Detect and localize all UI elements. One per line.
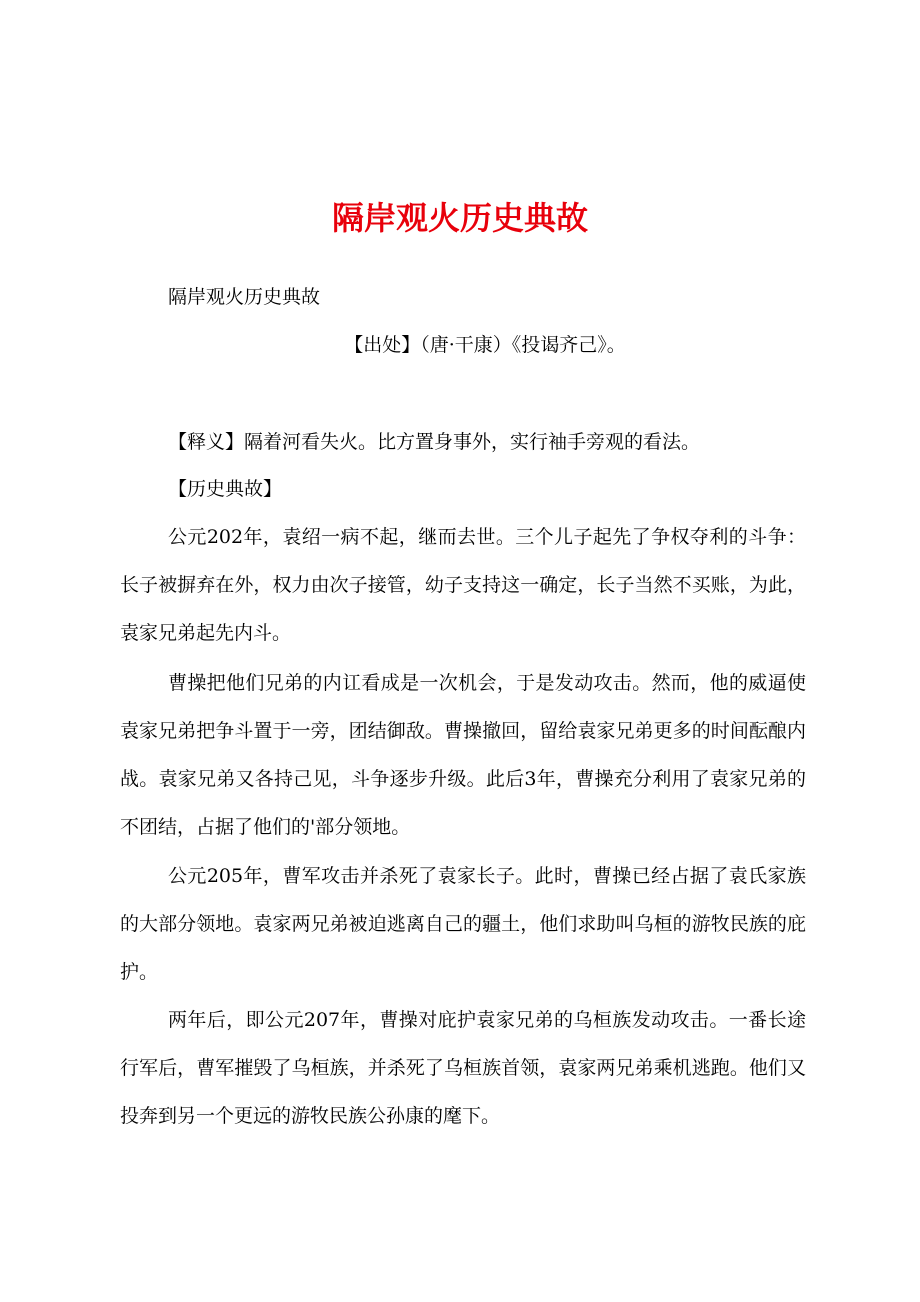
source-line: 【出处】（唐·干康）《投谒齐己》。 <box>344 334 626 356</box>
body-paragraph: 曹操把他们兄弟的内讧看成是一次机会，于是发动攻击。然而，他的威逼使袁家兄弟把争斗置于一旁，团结御敌。曹操撤回，留给袁家兄弟更多的时间酝酿内战。袁家兄弟又各持己见，斗争逐步升级。此后3年，曹操充分利用了袁家兄弟的不团结，占据了他们的'部分领地。 <box>120 672 806 838</box>
body-paragraph: 两年后，即公元207年，曹操对庇护袁家兄弟的乌桓族发动攻击。一番长途行军后，曹军摧毁了乌桓族，并杀死了乌桓族首领，袁家两兄弟乘机逃跑。他们又投奔到另一个更远的游牧民族公孙康的麾下。 <box>120 1009 806 1127</box>
body-paragraph: 公元202年，袁绍一病不起，继而去世。三个儿子起先了争权夺利的斗争：长子被摒弃在外，权力由次子接管，幼子支持这一确定，长子当然不买账，为此，袁家兄弟起先内斗。 <box>120 526 806 644</box>
section-heading: 【历史典故】 <box>168 478 283 500</box>
page-title: 隔岸观火历史典故 <box>331 199 588 237</box>
body-paragraph: 公元205年，曹军攻击并杀死了袁家长子。此时，曹操已经占据了袁氏家族的大部分领地。袁家两兄弟被迫逃离自己的疆土，他们求助叫乌桓的游牧民族的庇护。 <box>120 865 806 983</box>
meaning-paragraph: 【释义】隔着河看失火。比方置身事外，实行袖手旁观的看法。 <box>168 431 701 453</box>
subtitle: 隔岸观火历史典故 <box>168 286 321 308</box>
